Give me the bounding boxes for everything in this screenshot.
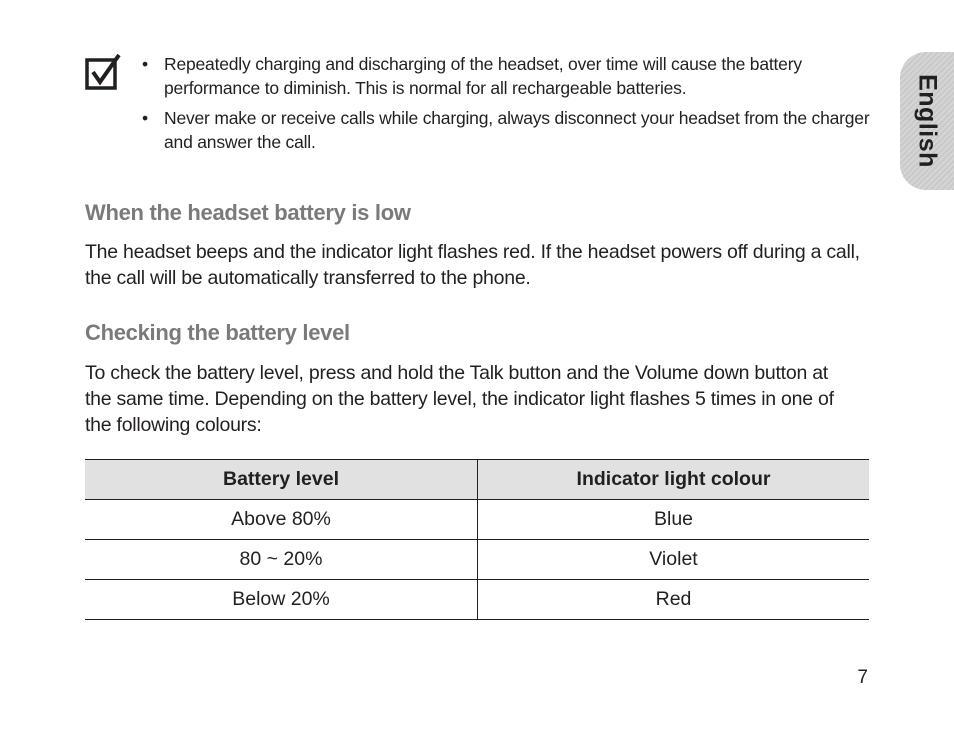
language-tab: [900, 52, 954, 190]
table-header-row: [85, 460, 869, 500]
table-row: [85, 580, 869, 620]
section-heading-checking-level: Checking the battery level: [85, 320, 350, 345]
table-cell-battery-level: Below 20%: [85, 580, 478, 620]
column-header-indicator-colour: Indicator light colour: [478, 460, 870, 500]
checkbox-note-icon: [85, 54, 121, 90]
note-item: [142, 52, 877, 100]
note-text: Never make or receive calls while charging, always disconnect your headset from the charger and answer the call.: [164, 108, 870, 152]
section-body-checking-level: To check the battery level, press and hold the Talk button and the Volume down button at the same time. Depending on the battery level, the indicator light flashes 5 times in one of the following colours:: [85, 362, 834, 436]
table-cell-battery-level: Above 80%: [85, 500, 478, 540]
battery-level-table: [85, 459, 869, 620]
section-heading-low-battery: When the headset battery is low: [85, 200, 411, 225]
note-list: [142, 52, 877, 160]
table-cell-battery-level: 80 ~ 20%: [85, 540, 478, 580]
language-tab-label: English: [913, 74, 942, 168]
bullet-dot: •: [142, 54, 148, 74]
column-header-battery-level: Battery level: [85, 460, 478, 500]
table-row: [85, 500, 869, 540]
section-body-low-battery: The headset beeps and the indicator light flashes red. If the headset powers off during a call, the call will be automatically transferred to the phone.: [85, 241, 860, 289]
table-row: [85, 540, 869, 580]
table-cell-indicator-colour: Blue: [478, 500, 870, 540]
note-item: [142, 106, 877, 154]
note-text: Repeatedly charging and discharging of the headset, over time will cause the battery performance to diminish. This is normal for all rechargeable batteries.: [164, 54, 802, 98]
table-cell-indicator-colour: Red: [478, 580, 870, 620]
page-number: 7: [857, 667, 868, 688]
bullet-dot: •: [142, 108, 148, 128]
table-cell-indicator-colour: Violet: [478, 540, 870, 580]
